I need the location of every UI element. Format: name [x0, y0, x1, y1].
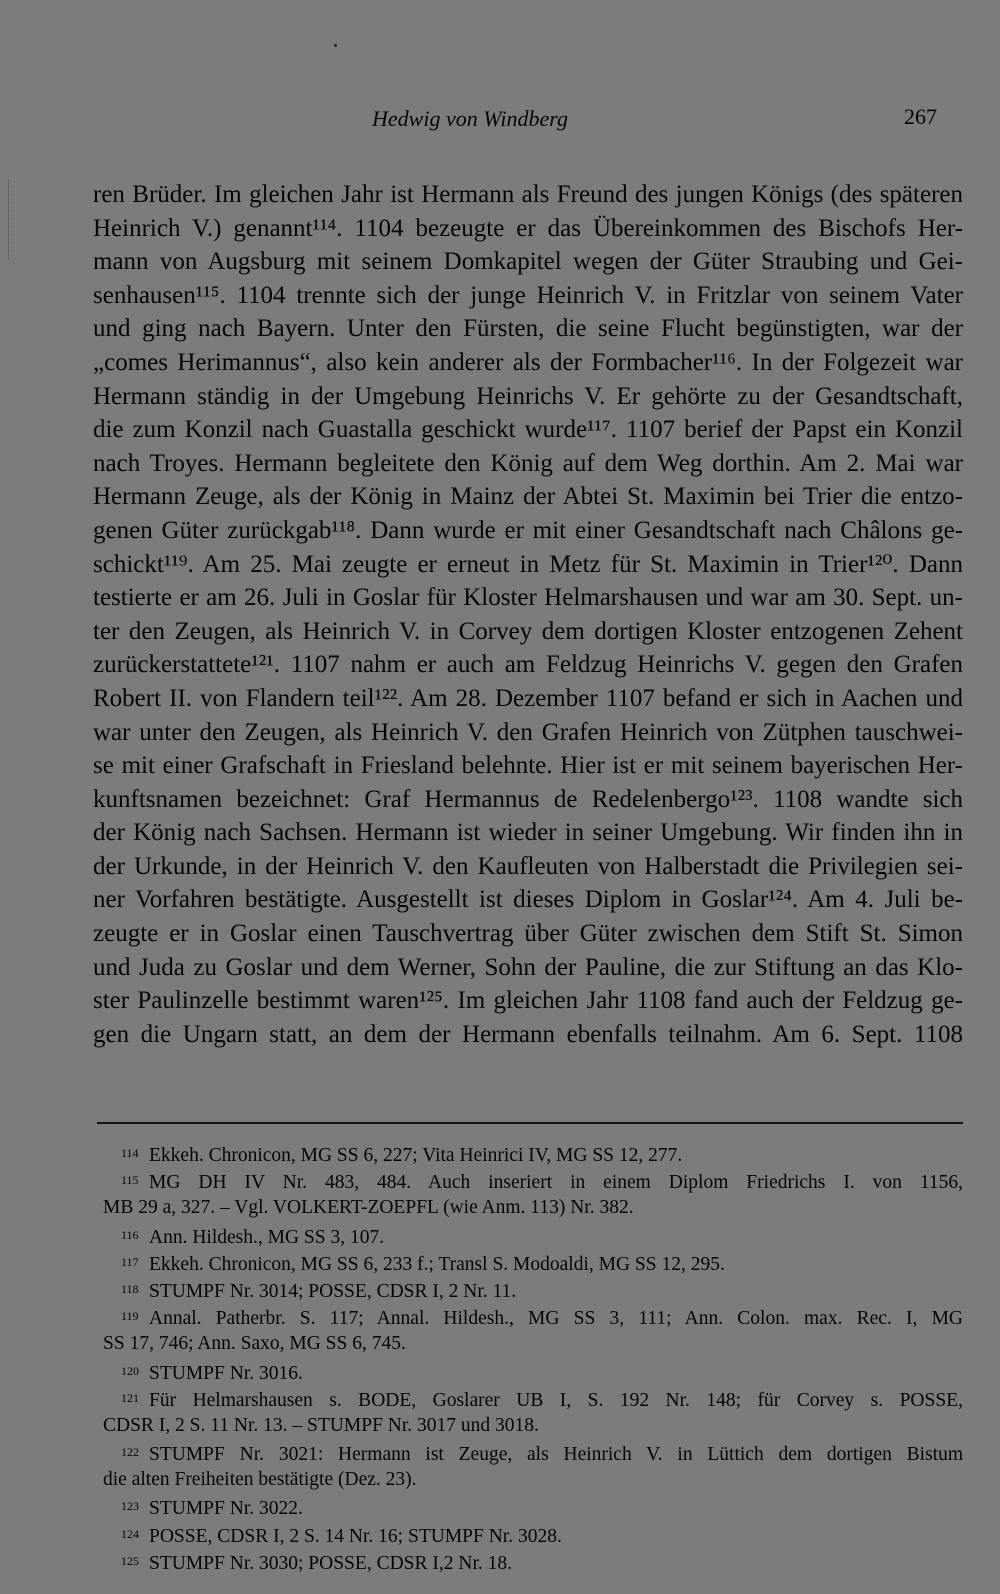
footnote-line [103, 1222, 963, 1249]
body-line: testierte er am 26. Juli in Goslar für Kloster Helmarshausen und war am 30. Sept. un- [93, 584, 963, 612]
footnote-number: 119 [121, 1309, 139, 1324]
footnote-line [103, 1493, 963, 1520]
footnote-line [103, 1521, 963, 1548]
body-line: ner Vorfahren bestätigte. Ausgestellt ist dieses Diplom in Goslar¹²⁴. Am 4. Juli be- [93, 886, 963, 914]
footnote-text: MG DH IV Nr. 483, 484. Auch inseriert in einem Diplom Friedrichs I. von 1156, [149, 1172, 963, 1194]
body-line: schickt¹¹⁹. Am 25. Mai zeugte er erneut in Metz für St. Maximin in Trier¹²⁰. Dann [93, 550, 963, 578]
footnote-line [103, 1303, 963, 1330]
footnote-text: Für Helmarshausen s. BODE, Goslarer UB I, S. 192 Nr. 148; für Corvey s. POSSE, [149, 1389, 963, 1411]
body-line: mann von Augsburg mit seinem Domkapitel wegen der Güter Straubing und Gei- [93, 248, 963, 276]
footnote-line [103, 1167, 963, 1194]
footnote-text: Ekkeh. Chronicon, MG SS 6, 227; Vita Heinrici IV, MG SS 12, 277. [149, 1145, 683, 1166]
body-line: war unter den Zeugen, als Heinrich V. den Grafen Heinrich von Zütphen tauschwei- [93, 718, 963, 746]
footnote-number: 120 [121, 1363, 139, 1378]
footnote-line [103, 1194, 963, 1221]
footnote-text: MB 29 a, 327. – Vgl. VOLKERT-ZOEPFL (wie Anm. 113) Nr. 382. [103, 1197, 634, 1219]
footnote-number: 121 [121, 1390, 139, 1405]
body-line: ren Brüder. Im gleichen Jahr ist Hermann als Freund des jungen Königs (des späteren [93, 181, 963, 208]
body-line: Hermann Zeuge, als der König in Mainz der Abtei St. Maximin bei Trier die entzo- [93, 483, 963, 511]
footnote-line [103, 1249, 963, 1276]
footnote-line [103, 1548, 963, 1575]
body-line: genen Güter zurückgab¹¹⁸. Dann wurde er mit einer Gesandtschaft nach Châlons ge- [93, 516, 963, 544]
footnote-text: STUMPF Nr. 3030; POSSE, CDSR I,2 Nr. 18. [149, 1552, 512, 1574]
footnote-text: Annal. Patherbr. S. 117; Annal. Hildesh., MG SS 3, 111; Ann. Colon. max. Rec. I, MG [149, 1308, 963, 1330]
footnote-line [103, 1385, 963, 1412]
footnote-separator-rule [97, 1122, 963, 1124]
body-line: und ging nach Bayern. Unter den Fürsten, die seine Flucht begünstigten, war der [93, 315, 963, 343]
body-line: und Juda zu Goslar und dem Werner, Sohn der Pauline, die zur Stiftung an das Klo- [93, 953, 963, 981]
footnote-line [103, 1439, 963, 1466]
body-line: Robert II. von Flandern teil¹²². Am 28. Dezember 1107 befand er sich in Aachen und [93, 684, 963, 712]
footnote-number: 116 [121, 1227, 139, 1242]
footnote-number: 115 [121, 1173, 139, 1188]
body-line: kunftsnamen bezeichnet: Graf Hermannus de Redelenbergo¹²³. 1108 wandte sich [93, 785, 963, 813]
body-line: zeugte er in Goslar einen Tauschvertrag über Güter zwischen dem Stift St. Simon [93, 920, 963, 948]
footnote-line [103, 1276, 963, 1303]
page-number: 267 [904, 104, 937, 129]
footnote-line [103, 1358, 963, 1385]
footnote-text: STUMPF Nr. 3022. [149, 1498, 303, 1520]
scan-speck [334, 44, 337, 47]
body-line: nach Troyes. Hermann begleitete den König auf dem Weg dorthin. Am 2. Mai war [93, 449, 963, 477]
footnote-text: STUMPF Nr. 3016. [149, 1362, 303, 1384]
body-line: „comes Herimannus“, also kein anderer als der Formbacher¹¹⁶. In der Folgezeit war [93, 348, 963, 376]
body-line: ster Paulinzelle bestimmt waren¹²⁵. Im gleichen Jahr 1108 fand auch der Feldzug ge- [93, 987, 963, 1015]
body-line: Hermann ständig in der Umgebung Heinrichs V. Er gehörte zu der Gesandtschaft, [93, 382, 963, 410]
scan-edge-marks [8, 180, 13, 260]
body-text [93, 178, 963, 1051]
body-line: der König nach Sachsen. Hermann ist wieder in seiner Umgebung. Wir finden ihn in [93, 819, 963, 847]
footnote-number: 123 [121, 1499, 139, 1514]
body-line: gen die Ungarn statt, an dem der Hermann ebenfalls teilnahm. Am 6. Sept. 1108 [93, 1020, 963, 1048]
footnotes [103, 1140, 963, 1575]
footnote-text: SS 17, 746; Ann. Saxo, MG SS 6, 745. [103, 1333, 406, 1355]
body-line: Heinrich V.) genannt¹¹⁴. 1104 bezeugte er das Übereinkommen des Bischofs Her- [93, 214, 963, 242]
footnote-number: 114 [121, 1146, 139, 1160]
footnote-number: 124 [121, 1526, 139, 1541]
body-line: zurückerstattete¹²¹. 1107 nahm er auch am Feldzug Heinrichs V. gegen den Grafen [93, 651, 963, 679]
running-header-title: Hedwig von Windberg [372, 106, 568, 131]
footnote-number: 125 [121, 1553, 139, 1568]
body-line: se mit einer Grafschaft in Friesland belehnte. Hier ist er mit seinem bayerischen Her- [93, 752, 963, 780]
body-line: senhausen¹¹⁵. 1104 trennte sich der junge Heinrich V. in Fritzlar von seinem Vater [93, 281, 963, 309]
body-line: die zum Konzil nach Guastalla geschickt wurde¹¹⁷. 1107 berief der Papst ein Konzil [93, 416, 963, 444]
footnote-text: Ekkeh. Chronicon, MG SS 6, 233 f.; Transl S. Modoaldi, MG SS 12, 295. [149, 1253, 725, 1275]
footnote-line [103, 1140, 963, 1167]
footnote-text: POSSE, CDSR I, 2 S. 14 Nr. 16; STUMPF Nr. 3028. [149, 1525, 562, 1547]
footnote-line [103, 1330, 963, 1357]
footnote-text: CDSR I, 2 S. 11 Nr. 13. – STUMPF Nr. 3017 und 3018. [103, 1414, 539, 1436]
footnote-text: STUMPF Nr. 3014; POSSE, CDSR I, 2 Nr. 11. [149, 1280, 517, 1302]
footnote-text: Ann. Hildesh., MG SS 3, 107. [149, 1226, 385, 1248]
body-line: ter den Zeugen, als Heinrich V. in Corvey dem dortigen Kloster entzogenen Zehent [93, 617, 963, 645]
footnote-line [103, 1466, 963, 1493]
footnote-line [103, 1412, 963, 1439]
footnote-text: STUMPF Nr. 3021: Hermann ist Zeuge, als Heinrich V. in Lüttich dem dortigen Bistum [149, 1444, 963, 1466]
footnote-text: die alten Freiheiten bestätigte (Dez. 23). [103, 1469, 417, 1491]
footnote-number: 122 [121, 1445, 139, 1460]
footnote-number: 117 [121, 1254, 139, 1269]
body-line: der Urkunde, in der Heinrich V. den Kaufleuten von Halberstadt die Privilegien sei- [93, 852, 963, 880]
footnote-number: 118 [121, 1281, 139, 1296]
